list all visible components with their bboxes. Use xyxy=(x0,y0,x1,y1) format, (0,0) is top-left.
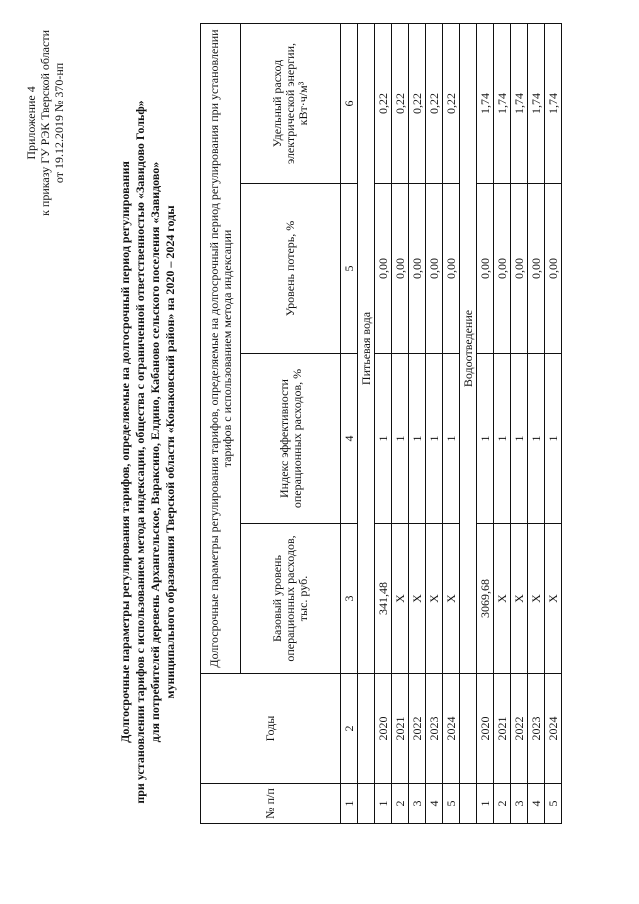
annex-line-1: Приложение 4 xyxy=(24,86,38,160)
row-efficiency-index: 1 xyxy=(409,354,426,524)
document-title xyxy=(118,0,178,904)
row-efficiency-index: 1 xyxy=(392,354,409,524)
row-number: 4 xyxy=(528,784,545,824)
row-base-level: Х xyxy=(426,524,443,674)
column-number: 5 xyxy=(341,184,358,354)
section-spacer xyxy=(358,784,375,824)
column-number: 3 xyxy=(341,524,358,674)
row-year: 2021 xyxy=(494,674,511,784)
row-efficiency-index: 1 xyxy=(477,354,494,524)
row-base-level: Х xyxy=(409,524,426,674)
row-base-level: Х xyxy=(443,524,460,674)
row-number: 2 xyxy=(392,784,409,824)
header-efficiency-index: Индекс эффективности операционных расходов, % xyxy=(241,354,341,524)
row-loss-level: 0,00 xyxy=(494,184,511,354)
row-year: 2024 xyxy=(443,674,460,784)
annex-line-2: к приказу ГУ РЭК Тверской области xyxy=(38,30,52,216)
row-efficiency-index: 1 xyxy=(511,354,528,524)
row-base-level: Х xyxy=(545,524,562,674)
row-year: 2023 xyxy=(426,674,443,784)
table-body xyxy=(358,23,562,823)
section-title: Питьевая вода xyxy=(358,23,375,673)
column-number: 2 xyxy=(341,674,358,784)
row-number: 3 xyxy=(409,784,426,824)
table-row xyxy=(426,23,443,823)
row-energy-consumption: 1,74 xyxy=(494,23,511,183)
table-row xyxy=(545,23,562,823)
row-efficiency-index: 1 xyxy=(426,354,443,524)
table-row xyxy=(511,23,528,823)
title-line-1: Долгосрочные параметры регулирования тарифов, определяемые на долгосрочный период регулирования xyxy=(118,161,132,743)
row-energy-consumption: 1,74 xyxy=(477,23,494,183)
header-years: Годы xyxy=(201,674,341,784)
table-row xyxy=(443,23,460,823)
row-efficiency-index: 1 xyxy=(375,354,392,524)
row-base-level: Х xyxy=(528,524,545,674)
header-num: № п/п xyxy=(201,784,341,824)
row-loss-level: 0,00 xyxy=(426,184,443,354)
row-energy-consumption: 0,22 xyxy=(426,23,443,183)
row-number: 1 xyxy=(375,784,392,824)
section-spacer xyxy=(358,674,375,784)
row-base-level: Х xyxy=(392,524,409,674)
row-energy-consumption: 1,74 xyxy=(511,23,528,183)
table-row xyxy=(477,23,494,823)
row-energy-consumption: 0,22 xyxy=(375,23,392,183)
header-loss-level: Уровень потерь, % xyxy=(241,184,341,354)
row-loss-level: 0,00 xyxy=(477,184,494,354)
section-title: Водоотведение xyxy=(460,23,477,673)
row-loss-level: 0,00 xyxy=(528,184,545,354)
title-line-4: муниципального образования Тверской области «Конаковский район» на 2020 – 2024 годы xyxy=(163,205,177,699)
row-base-level: Х xyxy=(494,524,511,674)
header-group: Долгосрочные параметры регулирования тарифов, определяемые на долгосрочный период регулирования при установлении тарифов с использованием метода индексации xyxy=(201,23,241,673)
row-efficiency-index: 1 xyxy=(443,354,460,524)
table-row xyxy=(409,23,426,823)
row-number: 5 xyxy=(443,784,460,824)
row-year: 2023 xyxy=(528,674,545,784)
table-row xyxy=(375,23,392,823)
row-loss-level: 0,00 xyxy=(392,184,409,354)
row-number: 4 xyxy=(426,784,443,824)
table-row xyxy=(494,23,511,823)
section-row xyxy=(460,23,477,823)
row-number: 1 xyxy=(477,784,494,824)
column-number: 6 xyxy=(341,23,358,183)
row-efficiency-index: 1 xyxy=(545,354,562,524)
row-year: 2020 xyxy=(375,674,392,784)
column-number: 4 xyxy=(341,354,358,524)
row-year: 2022 xyxy=(409,674,426,784)
row-energy-consumption: 0,22 xyxy=(392,23,409,183)
row-number: 5 xyxy=(545,784,562,824)
row-loss-level: 0,00 xyxy=(409,184,426,354)
row-energy-consumption: 1,74 xyxy=(545,23,562,183)
section-row xyxy=(358,23,375,823)
column-number-row xyxy=(341,23,358,823)
row-energy-consumption: 0,22 xyxy=(409,23,426,183)
row-energy-consumption: 1,74 xyxy=(528,23,545,183)
row-efficiency-index: 1 xyxy=(494,354,511,524)
row-energy-consumption: 0,22 xyxy=(443,23,460,183)
row-loss-level: 0,00 xyxy=(443,184,460,354)
row-loss-level: 0,00 xyxy=(375,184,392,354)
table-row xyxy=(392,23,409,823)
row-base-level: Х xyxy=(511,524,528,674)
row-number: 2 xyxy=(494,784,511,824)
row-year: 2021 xyxy=(392,674,409,784)
row-number: 3 xyxy=(511,784,528,824)
header-energy-consumption: Удельный расход электрической энергии, кВт·ч/м³ xyxy=(241,23,341,183)
annex-header xyxy=(24,30,66,216)
row-loss-level: 0,00 xyxy=(545,184,562,354)
section-spacer xyxy=(460,784,477,824)
title-line-3: для потребителей деревень Архангельское, Вараксино, Елдино, Кабаново сельского поселения «Завидово» xyxy=(148,161,162,743)
title-line-2: при установлении тарифов с использованием метода индексации, общества с ограниченной ответственностью «Завидово Гольф» xyxy=(133,100,147,804)
tariff-parameters-table xyxy=(200,23,562,824)
row-base-level: 341,48 xyxy=(375,524,392,674)
table-row xyxy=(528,23,545,823)
row-loss-level: 0,00 xyxy=(511,184,528,354)
column-number: 1 xyxy=(341,784,358,824)
row-efficiency-index: 1 xyxy=(528,354,545,524)
row-base-level: 3069,68 xyxy=(477,524,494,674)
section-spacer xyxy=(460,674,477,784)
row-year: 2020 xyxy=(477,674,494,784)
row-year: 2022 xyxy=(511,674,528,784)
annex-line-3: от 19.12.2019 № 370-нп xyxy=(52,62,66,184)
header-base-level: Базовый уровень операционных расходов, тыс. руб. xyxy=(241,524,341,674)
row-year: 2024 xyxy=(545,674,562,784)
